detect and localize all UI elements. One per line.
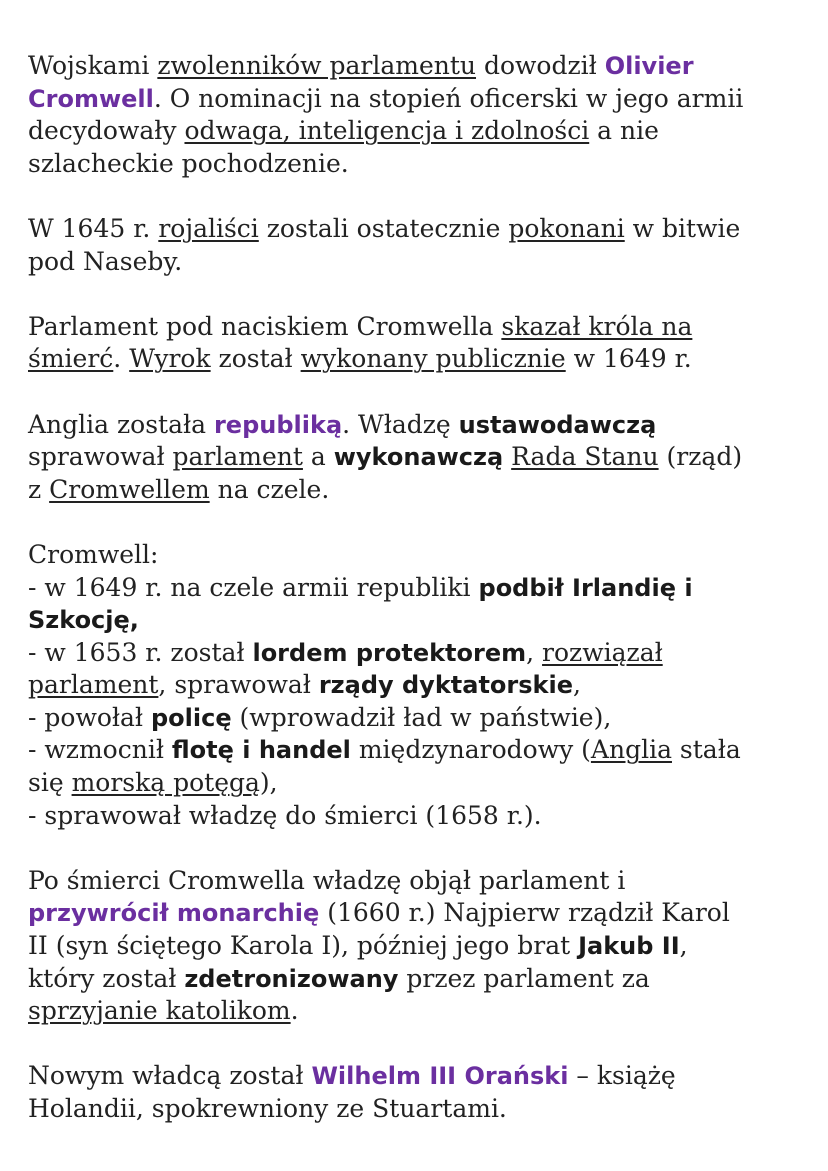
text-line — [28, 1060, 808, 1093]
highlighted-name: Olivier — [604, 52, 694, 80]
underlined-term: Cromwellem — [49, 474, 210, 504]
bold-term: flotę i handel — [171, 736, 351, 765]
text-line — [28, 669, 808, 702]
underlined-term: morską potęgą — [71, 768, 260, 798]
text-line — [28, 343, 808, 376]
underlined-term: skazał króla na — [501, 311, 693, 341]
text-run: . Władzę — [342, 409, 459, 439]
paragraph — [28, 409, 808, 507]
text-run: - w 1653 r. został — [28, 637, 253, 667]
text-run: decydowały — [28, 116, 185, 146]
text-line — [28, 246, 808, 279]
underlined-term: rojaliści — [158, 213, 259, 243]
text-run: dowodził — [476, 51, 605, 80]
text-run: stała — [671, 735, 741, 765]
text-run: , sprawował — [158, 670, 319, 700]
text-line — [28, 83, 808, 116]
text-run: Nowym władcą został — [28, 1061, 312, 1091]
text-line — [28, 963, 808, 996]
text-run: , — [526, 637, 543, 667]
text-run: Cromwell: — [28, 539, 159, 569]
bold-term: ustawodawczą — [458, 410, 657, 439]
highlighted-term: republiką — [213, 410, 343, 439]
paragraph — [28, 539, 808, 832]
text-line — [28, 441, 808, 474]
text-run: w bitwie — [624, 213, 741, 243]
text-run: – książę — [568, 1061, 676, 1091]
underlined-term: sprzyjanie katolikom — [28, 996, 291, 1026]
text-run: który został — [28, 963, 185, 993]
text-line — [28, 604, 808, 637]
text-run — [503, 442, 511, 471]
text-run: z — [28, 474, 50, 504]
text-run: międzynarodowy ( — [350, 735, 591, 765]
text-line — [28, 409, 808, 442]
text-line — [28, 311, 808, 344]
text-run: - sprawował władzę do śmierci (1658 r.). — [28, 800, 542, 830]
text-line — [28, 572, 808, 605]
bold-term: lordem protektorem — [252, 638, 527, 667]
text-line — [28, 115, 808, 148]
bold-term: wykonawczą — [333, 443, 504, 472]
document-page — [28, 50, 808, 1158]
text-run: Parlament pod naciskiem Cromwella — [28, 311, 502, 341]
underlined-term: śmierć — [28, 344, 114, 374]
underlined-term: odwaga, inteligencja i zdolności — [184, 116, 590, 146]
text-run: zostali ostatecznie — [258, 213, 509, 243]
text-run: - wzmocnił — [28, 735, 172, 765]
text-run: przez parlament za — [398, 963, 650, 993]
paragraph — [28, 311, 808, 376]
text-run: - w 1649 r. na czele armii republiki — [28, 572, 479, 602]
highlighted-name: Cromwell — [28, 84, 154, 113]
text-run: został — [210, 344, 301, 374]
text-line — [28, 539, 808, 572]
bold-term: podbił Irlandię i — [478, 573, 693, 602]
text-run: . O nominacji na stopień oficerski w jego armii — [153, 83, 744, 113]
text-run: w 1649 r. — [565, 344, 692, 374]
text-line — [28, 767, 808, 800]
underlined-term: Anglia — [590, 735, 672, 765]
text-run: - powołał — [28, 702, 151, 732]
text-run: Po śmierci Cromwella władzę objął parlament i — [28, 865, 626, 895]
text-run: sprawował — [28, 442, 173, 472]
text-line — [28, 734, 808, 767]
text-run: (rząd) — [658, 442, 743, 472]
underlined-term: pokonani — [508, 213, 625, 243]
bold-term: rządy dyktatorskie — [318, 671, 573, 700]
text-run: ), — [259, 768, 278, 798]
text-run: . — [113, 344, 130, 374]
text-run: na czele. — [209, 474, 330, 504]
text-run: a — [302, 442, 334, 472]
text-run: , — [679, 931, 688, 961]
text-run: Anglia została — [28, 409, 214, 439]
paragraph — [28, 865, 808, 1028]
underlined-term: Wyrok — [129, 344, 211, 374]
text-line — [28, 637, 808, 670]
text-line — [28, 148, 808, 181]
text-run: Holandii, spokrewniony ze Stuartami. — [28, 1094, 507, 1123]
paragraph — [28, 1060, 808, 1125]
text-run: . — [290, 996, 299, 1026]
text-line — [28, 213, 808, 246]
paragraph — [28, 213, 808, 278]
text-line — [28, 865, 808, 898]
text-line — [28, 474, 808, 507]
text-line — [28, 50, 808, 83]
text-line — [28, 897, 808, 930]
underlined-term: rozwiązał — [542, 637, 663, 667]
text-run: (1660 r.) Najpierw rządził Karol — [319, 898, 730, 928]
highlighted-name: Wilhelm III Orański — [311, 1062, 569, 1091]
text-line — [28, 1093, 808, 1126]
text-line — [28, 702, 808, 735]
text-line — [28, 930, 808, 963]
text-run: II (syn ściętego Karola I), później jego brat — [28, 931, 579, 961]
paragraph — [28, 50, 808, 180]
bold-term: policę — [150, 703, 232, 732]
text-run: Wojskami — [28, 51, 158, 80]
text-run: a nie — [589, 116, 659, 146]
bold-term: zdetronizowany — [184, 964, 399, 993]
text-run: , — [573, 670, 581, 700]
text-run: (wprowadził ład w państwie), — [231, 702, 612, 732]
underlined-term: parlament — [28, 670, 159, 700]
text-run: się — [28, 768, 72, 798]
text-line — [28, 800, 808, 833]
text-run: pod Naseby. — [28, 246, 183, 276]
highlighted-term: przywrócił monarchię — [28, 899, 320, 928]
bold-term: Szkocję, — [28, 606, 139, 635]
underlined-term: parlament — [172, 442, 303, 472]
text-run: szlacheckie pochodzenie. — [28, 148, 349, 178]
text-run: W 1645 r. — [28, 213, 159, 243]
underlined-term: zwolenników parlamentu — [157, 51, 477, 80]
bold-term: Jakub II — [578, 932, 680, 961]
underlined-term: Rada Stanu — [511, 442, 659, 472]
underlined-term: wykonany publicznie — [300, 344, 566, 374]
text-line — [28, 995, 808, 1028]
